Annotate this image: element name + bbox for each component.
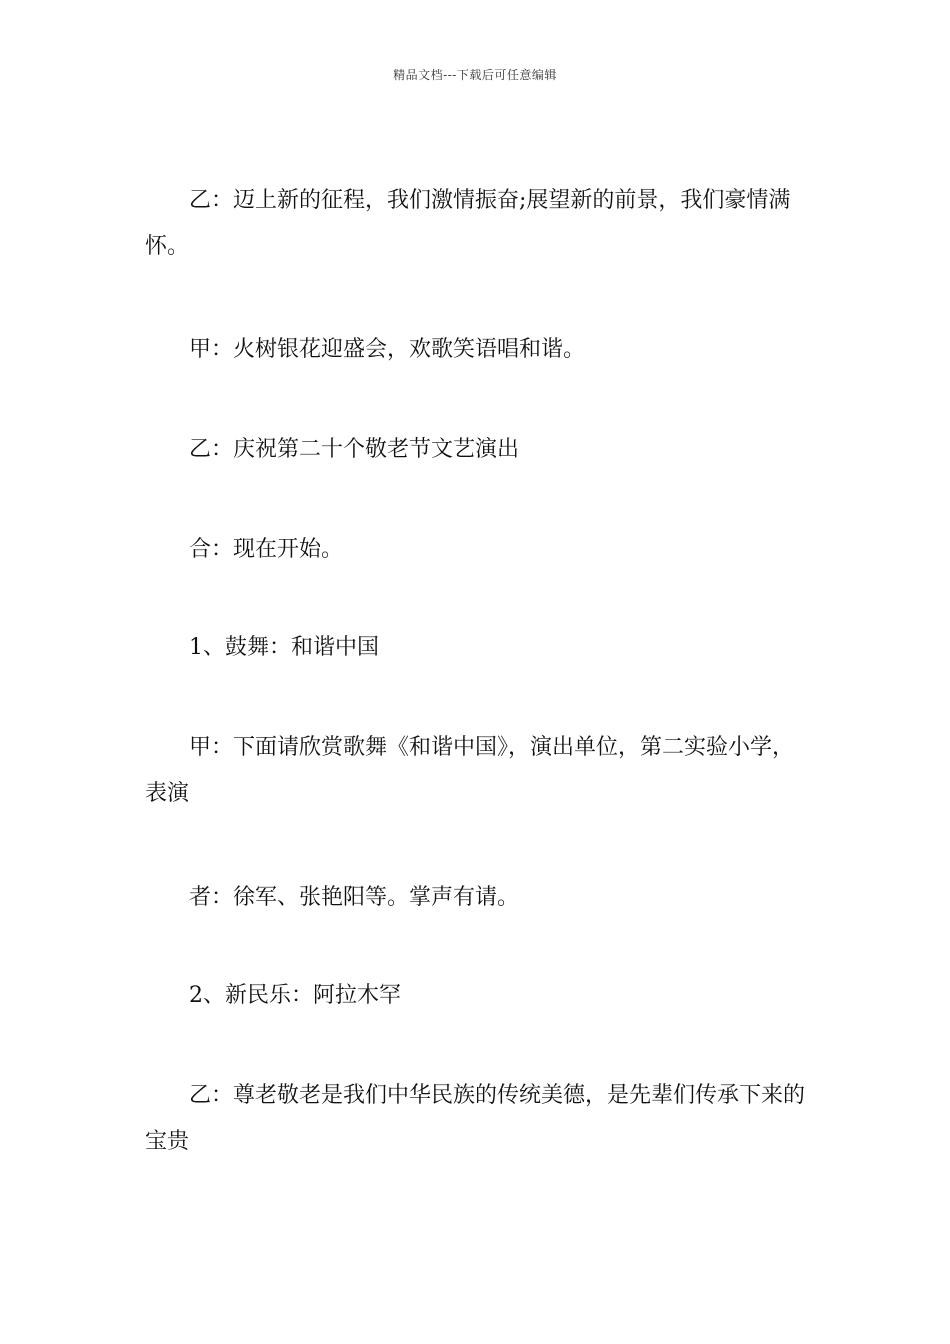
paragraph-3: 乙：庆祝第二十个敬老节文艺演出 bbox=[189, 437, 520, 462]
paragraph-2: 甲：火树银花迎盛会，欢歌笑语唱和谐。 bbox=[189, 337, 586, 362]
paragraph-7: 者：徐军、张艳阳等。掌声有请。 bbox=[189, 885, 520, 910]
paragraph-5: 1、鼓舞：和谐中国 bbox=[189, 635, 379, 660]
paragraph-4: 合：现在开始。 bbox=[189, 537, 344, 562]
paragraph-8: 2、新民乐：阿拉木罕 bbox=[189, 983, 401, 1008]
paragraph-1: 乙：迈上新的征程，我们激情振奋;展望新的前景，我们豪情满怀。 bbox=[145, 188, 791, 259]
page-header: 精品文档---下载后可任意编辑 bbox=[393, 68, 557, 82]
paragraph-9: 乙：尊老敬老是我们中华民族的传统美德，是先辈们传承下来的宝贵 bbox=[145, 1083, 806, 1154]
paragraph-6: 甲：下面请欣赏歌舞《和谐中国》，演出单位，第二实验小学，表演 bbox=[145, 735, 795, 806]
